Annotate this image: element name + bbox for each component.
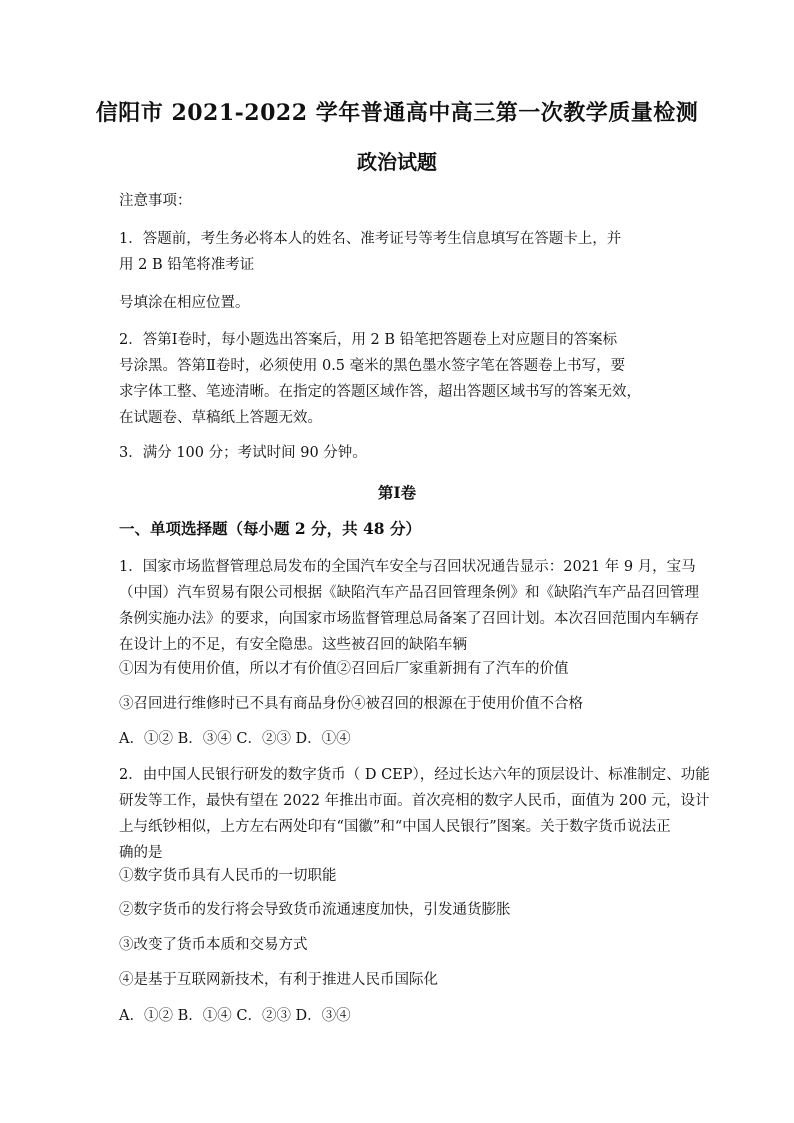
- question-1-line: 条例实施办法》的要求，向国家市场监督管理总局备案了召回计划。本次召回范围内车辆存: [119, 611, 699, 627]
- question-1-options-a: ①因为有使用价值，所以才有价值②召回后厂家重新拥有了汽车的价值: [119, 661, 569, 677]
- question-2-line: 2．由中国人民银行研发的数字货币（ D CEP），经过长达六年的顶层设计、标准制定、功能: [119, 767, 710, 783]
- notice-item-2: [119, 327, 675, 431]
- notice-item-1: [119, 226, 675, 278]
- question-1-stem: [119, 554, 699, 658]
- question-1-line: 1．国家市场监督管理总局发布的全国汽车安全与召回状况通告显示：2021 年 9 月，宝马: [119, 559, 696, 575]
- question-2-option-1: ①数字货币具有人民币的一切职能: [119, 868, 337, 884]
- question-2-line: 确的是: [119, 845, 163, 861]
- part-heading: 第Ⅰ卷: [377, 483, 417, 502]
- question-1-options-b: ③召回进行维修时已不具有商品身份④被召回的根源在于使用价值不合格: [119, 696, 583, 712]
- notice-item-2-line: 在试题卷、草稿纸上答题无效。: [119, 410, 322, 426]
- notice-item-1-line: 用 2 B 铅笔将准考证: [119, 257, 255, 273]
- notice-item-2-line: 号涂黑。答第Ⅱ卷时，必须使用 0.5 毫米的黑色墨水签字笔在答题卷上书写，要: [119, 358, 626, 374]
- notice-item-2-line: 求字体工整、笔迹清晰。在指定的答题区域作答，超出答题区域书写的答案无效，: [119, 384, 641, 400]
- exam-title: 信阳市 2021-2022 学年普通高中高三第一次教学质量检测: [95, 100, 699, 126]
- notice-item-1-continued: 号填涂在相应位置。: [119, 295, 250, 311]
- question-2-choices: A．①② B．①④ C．②③ D．③④: [119, 1008, 351, 1024]
- question-2-option-2: ②数字货币的发行将会导致货币流通速度加快，引发通货膨胀: [119, 902, 511, 918]
- notice-item-2-line: 2．答第Ⅰ卷时，每小题选出答案后，用 2 B 铅笔把答题卷上对应题目的答案标: [119, 332, 618, 348]
- question-2-stem: [119, 762, 710, 866]
- section-heading: 一、单项选择题（每小题 2 分，共 48 分）: [119, 519, 421, 538]
- notice-item-3: 3．满分 100 分；考试时间 90 分钟。: [119, 445, 367, 461]
- question-2-option-4: ④是基于互联网新技术，有利于推进人民币国际化: [119, 972, 438, 988]
- notice-heading: 注意事项：: [119, 193, 192, 209]
- question-1-line: 在设计上的不足，有安全隐患。这些被召回的缺陷车辆: [119, 637, 467, 653]
- notice-item-1-line: 1．答题前，考生务必将本人的姓名、准考证号等考生信息填写在答题卡上，并: [119, 231, 622, 247]
- exam-subtitle: 政治试题: [357, 150, 437, 174]
- question-2-line: 研发等工作，最快有望在 2022 年推出市面。首次亮相的数字人民币，面值为 200 元，设计: [119, 793, 710, 809]
- question-2-line: 上与纸钞相似，上方左右两处印有“国徽”和“中国人民银行”图案。关于数字货币说法正: [119, 819, 671, 835]
- question-2-option-3: ③改变了货币本质和交易方式: [119, 937, 308, 953]
- question-1-line: （中国）汽车贸易有限公司根据《缺陷汽车产品召回管理条例》和《缺陷汽车产品召回管理: [119, 585, 699, 601]
- question-1-choices: A．①② B．③④ C．②③ D．①④: [119, 731, 351, 747]
